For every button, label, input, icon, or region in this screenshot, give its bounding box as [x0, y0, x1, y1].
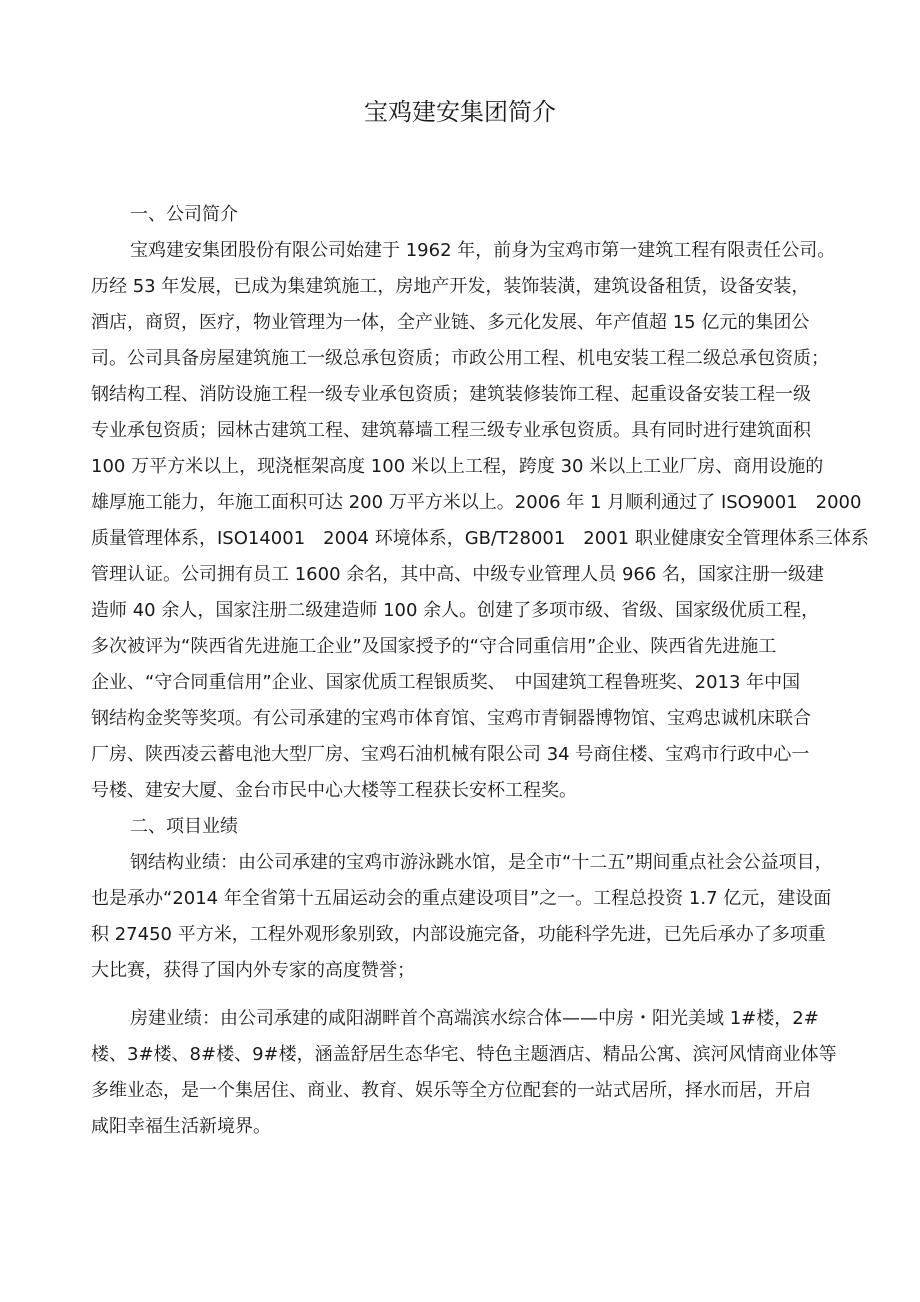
- paragraph-line: 钢结构业绩：由公司承建的宝鸡市游泳跳水馆，是全市“十二五”期间重点社会公益项目，: [130, 852, 833, 873]
- paragraph-line: 号楼、建安大厦、金台市民中心大楼等工程获长安杯工程奖。: [91, 780, 577, 801]
- paragraph-line: 积 27450 平方米，工程外观形象别致，内部设施完备，功能科学先进，已先后承办了多项重: [91, 924, 826, 945]
- paragraph-line: 管理认证。公司拥有员工 1600 余名，其中高、中级专业管理人员 966 名，国家注册一级建: [91, 564, 825, 585]
- paragraph-line: 100 万平方米以上，现浇框架高度 100 米以上工程，跨度 30 米以上工业厂房、商用设施的: [91, 456, 824, 477]
- paragraph-line: 多次被评为“陕西省先进施工企业”及国家授予的“守合同重信用”企业、陕西省先进施工: [91, 636, 777, 657]
- paragraph-line: 司。公司具备房屋建筑施工一级总承包资质；市政公用工程、机电安装工程二级总承包资质；: [91, 348, 829, 369]
- paragraph-line: 厂房、陕西凌云蓄电池大型厂房、宝鸡石油机械有限公司 34 号商住楼、宝鸡市行政中心一: [91, 744, 810, 765]
- paragraph-line: 钢结构工程、消防设施工程一级专业承包资质；建筑装修装饰工程、起重设备安装工程一级: [91, 384, 811, 405]
- paragraph-line: 楼、3#楼、8#楼、9#楼，涵盖舒居生态华宅、特色主题酒店、精品公寓、滨河风情商业体等: [91, 1044, 837, 1065]
- paragraph-line: 宝鸡建安集团股份有限公司始建于 1962 年，前身为宝鸡市第一建筑工程有限责任公司。: [130, 240, 836, 261]
- paragraph-line: 造师 40 余人，国家注册二级建造师 100 余人。创建了多项市级、省级、国家级优质工程，: [91, 600, 820, 621]
- paragraph-line: 大比赛，获得了国内外专家的高度赞誉；: [91, 960, 415, 981]
- paragraph-line: 咸阳幸福生活新境界。: [91, 1116, 271, 1137]
- paragraph-line: 专业承包资质；园林古建筑工程、建筑幕墙工程三级专业承包资质。具有同时进行建筑面积: [91, 420, 811, 441]
- paragraph-line: 企业、“守合同重信用”企业、国家优质工程银质奖、 中国建筑工程鲁班奖、2013 年中国: [91, 672, 801, 693]
- document-title: 宝鸡建安集团简介: [364, 98, 556, 126]
- paragraph-line: 酒店，商贸，医疗，物业管理为一体，全产业链、多元化发展、年产值超 15 亿元的集团公: [91, 312, 810, 333]
- paragraph-line: 质量管理体系，ISO14001 2004 环境体系，GB/T28001 2001 职业健康安全管理体系三体系: [91, 528, 869, 549]
- paragraph-line: 也是承办“2014 年全省第十五届运动会的重点建设项目”之一。工程总投资 1.7 亿元，建设面: [91, 888, 832, 909]
- paragraph-line: 雄厚施工能力，年施工面积可达 200 万平方米以上。2006 年 1 月顺利通过了 ISO9001 2000: [91, 492, 862, 513]
- paragraph-line: 历经 53 年发展，已成为集建筑施工，房地产开发，装饰装潢，建筑设备租赁，设备安装，: [91, 276, 810, 297]
- paragraph-line: 多维业态，是一个集居住、商业、教育、娱乐等全方位配套的一站式居所，择水而居，开启: [91, 1080, 811, 1101]
- paragraph-line: 房建业绩：由公司承建的咸阳湖畔首个高端滨水综合体——中房・阳光美域 1#楼，2#: [130, 1008, 819, 1029]
- section-heading-project-performance: 二、项目业绩: [130, 816, 238, 837]
- section-heading-company-intro: 一、公司简介: [130, 204, 238, 225]
- paragraph-line: 钢结构金奖等奖项。有公司承建的宝鸡市体育馆、宝鸡市青铜器博物馆、宝鸡忠诚机床联合: [91, 708, 811, 729]
